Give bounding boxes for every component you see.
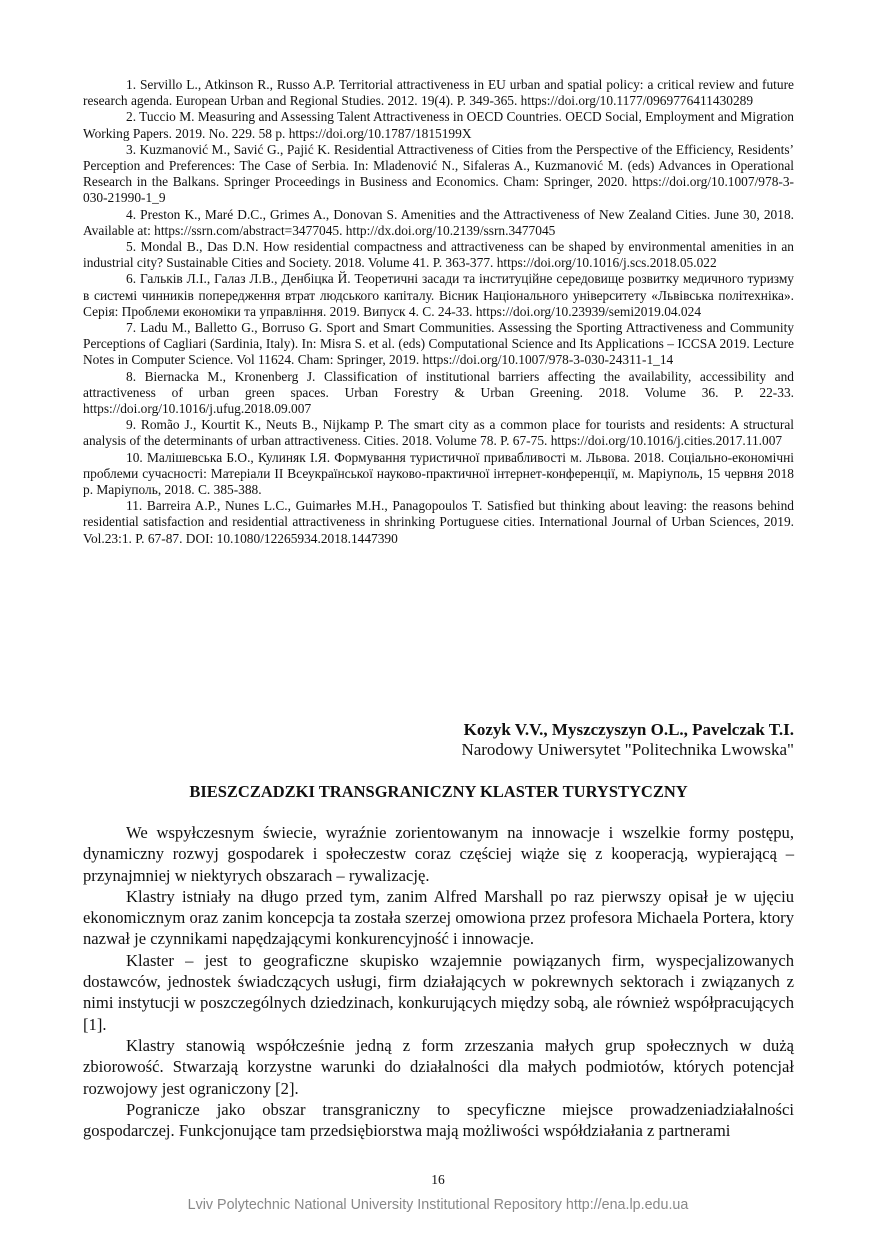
article-body <box>83 822 794 1141</box>
body-paragraph: Klastry istniały na długo przed tym, zanim Alfred Marshall po raz pierwszy opisał je w ujęciu ekonomicznym oraz zanim koncepcja ta została szerzej omowiona przez profesora Michaela Portera, ktory nazwał je czynnikami napędzającymi konkurencyjność i innowacje. <box>83 886 794 949</box>
body-paragraph: Pogranicze jako obszar transgraniczny to specyficzne miejsce prowadzeniadziałalności gospodarczej. Funkcjonujące tam przedsiębiorstwa mają możliwości współdziałania z partnerami <box>83 1099 794 1141</box>
page-number: 16 <box>431 1172 445 1187</box>
reference-item: 2. Tuccio M. Measuring and Assessing Talent Attractiveness in OECD Countries. OECD Social, Employment and Migration Working Papers. 2019. No. 229. 58 p. https://doi.org/10.1787/1815199X <box>83 109 794 141</box>
reference-item: 11. Barreira A.P., Nunes L.C., Guimarłes M.H., Panagopoulos T. Satisfied but thinking about leaving: the reasons behind residential satisfaction and residential attractiveness in shrinking Portuguese cities. International Journal of Urban Sciences, 2019. Vol.23:1. P. 67-87. DOI: 10.1080/12265934.2018.1447390 <box>83 498 794 546</box>
body-paragraph: We wspyłczesnym świecie, wyraźnie zorientowanym na innowacje i wszelkie formy postępu, dynamiczny rozwyj gospodarek i społeczestw coraz częściej wiąże się z kooperacją, wypierającą – przynajmniej w niektyrych obszarach – rywalizację. <box>83 823 794 885</box>
reference-item: 8. Biernacka M., Kronenberg J. Classification of institutional barriers affecting the availability, accessibility and attractiveness of urban green spaces. Urban Forestry & Urban Greening. 2018. Volume 36. P. 22-33. https://doi.org/10.1016/j.ufug.2018.09.007 <box>83 368 794 417</box>
reference-item: 6. Гальків Л.І., Галаз Л.В., Денбіцка Й. Теоретичні засади та інституційне середовище розвитку медичного туризму в системі чинників попередження втрат людського капіталу. Вісник Національного університету «Львівська політехніка». Серія: Проблеми економіки та управління. 2019. Випуск 4. С. 24-33. https://doi.org/10.23939/semi2019.04.024 <box>83 271 794 319</box>
reference-item: 7. Ladu M., Balletto G., Borruso G. Sport and Smart Communities. Assessing the Sporting Attractiveness and Community Perceptions of Cagliari (Sardinia, Italy). In: Misra S. et al. (eds) Computational Science and Its Applications – ICCSA 2019. Lecture Notes in Computer Science. Vol 11624. Cham: Springer, 2019. https://doi.org/10.1007/978-3-030-24311-1_14 <box>83 320 794 368</box>
body-paragraph: Klastry stanowią współcześnie jedną z form zrzeszania małych grup społecznych w dużą zbiorowość. Stwarzają korzystne warunki do działalności dla małych podmiotów, których potencjał rozwojowy jest ograniczony [2]. <box>83 1035 794 1098</box>
article-affiliation: Narodowy Uniwersytet "Politechnika Lwowska" <box>461 740 794 759</box>
article-byline <box>461 720 794 760</box>
reference-item: 3. Kuzmanović M., Savić G., Pajić K. Residential Attractiveness of Cities from the Perspective of the Efficiency, Residents’ Perception and Preferences: The Case of Serbia. In: Mladenović N., Sifaleras A., Kuzmanović M. (eds) Advances in Operational Research in the Balkans. Springer Proceedings in Business and Economics. Cham: Springer, 2020. https://doi.org/10.1007/978-3-030-21990-1_9 <box>83 141 794 206</box>
article-authors: Kozyk V.V., Myszczyszyn O.L., Pavelczak T.I. <box>463 720 794 739</box>
references-list <box>83 77 794 547</box>
reference-item: 4. Preston K., Maré D.C., Grimes A., Donovan S. Amenities and the Attractiveness of New Zealand Cities. June 30, 2018. Available at: https://ssrn.com/abstract=3477045. http://dx.doi.org/10.2139/ssrn.3477045 <box>83 206 794 238</box>
repository-footer: Lviv Polytechnic National University Institutional Repository http://ena.lp.edu.ua <box>187 1197 689 1213</box>
reference-item: 1. Servillo L., Atkinson R., Russo A.P. Territorial attractiveness in EU urban and spatial policy: a critical review and future research agenda. European Urban and Regional Studies. 2012. 19(4). P. 349-365. https://doi.org/10.1177/0969776411430289 <box>83 77 794 109</box>
reference-item: 9. Romão J., Kourtit K., Neuts B., Nijkamp P. The smart city as a common place for tourists and residents: A structural analysis of the determinants of urban attractiveness. Cities. 2018. Volume 78. P. 67-75. https://doi.org/10.1016/j.cities.2017.11.007 <box>83 417 794 449</box>
body-paragraph: Klaster – jest to geograficzne skupisko wzajemnie powiązanych firm, wyspecjalizowanych dostawców, jednostek świadczących usługi, firm działających w pokrewnych sektorach i związanych z nimi instytucji w poszczególnych dziedzinach, konkurujących między sobą, ale również współpracujących [1]. <box>83 950 794 1034</box>
reference-item: 10. Малішевська Б.О., Кулиняк І.Я. Формування туристичної привабливості м. Львова. 2018. Соціально-економічні проблеми сучасності: Матеріали ІІ Всеукраїнської науково-практичної інтернет-конференції, м. Маріуполь, 15 червня 2018 р. Маріуполь, 2018. С. 385-388. <box>83 449 794 498</box>
article-title: BIESZCZADZKI TRANSGRANICZNY KLASTER TURYSTYCZNY <box>189 782 688 801</box>
reference-item: 5. Mondal B., Das D.N. How residential compactness and attractiveness can be shaped by environmental amenities in an industrial city? Sustainable Cities and Society. 2018. Volume 41. P. 363-377. https://doi.org/10.1016/j.scs.2018.05.022 <box>83 239 794 271</box>
